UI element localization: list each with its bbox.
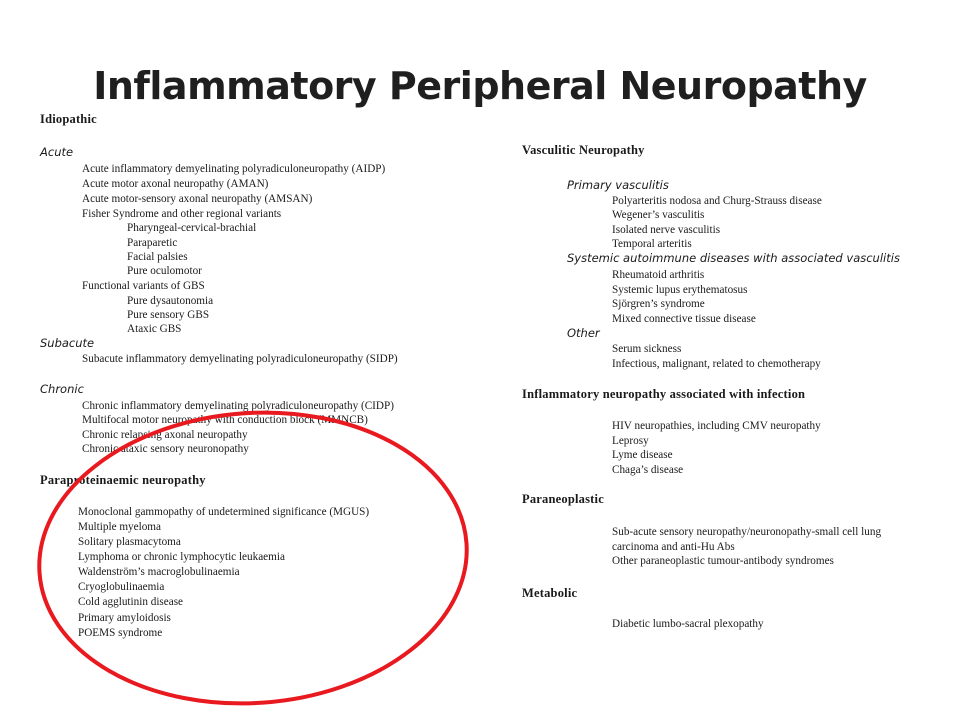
left-column-subhead: Acute (40, 145, 74, 159)
left-column-item: Primary amyloidosis (78, 612, 171, 624)
right-column-subhead: Primary vasculitis (567, 178, 669, 192)
left-column-item: Solitary plasmacytoma (78, 536, 181, 548)
right-column-item: Lyme disease (612, 449, 673, 461)
right-column-item: Systemic lupus erythematosus (612, 284, 748, 296)
left-column-item: Facial palsies (127, 251, 188, 263)
left-column-item: Chronic relapsing axonal neuropathy (82, 429, 248, 441)
right-column-heading: Vasculitic Neuropathy (522, 143, 645, 157)
left-column-item: Pure dysautonomia (127, 295, 214, 307)
right-column-item: Leprosy (612, 435, 649, 447)
right-column-item: carcinoma and anti-Hu Abs (612, 541, 735, 553)
right-column-item: Sub-acute sensory neuropathy/neuronopathy-small cell lung (612, 526, 882, 538)
right-column-item: Infectious, malignant, related to chemotherapy (612, 358, 821, 370)
left-column-item: POEMS syndrome (78, 627, 163, 639)
right-column-heading: Inflammatory neuropathy associated with infection (522, 387, 806, 401)
left-column-item: Pure oculomotor (127, 265, 202, 277)
right-column-item: Temporal arteritis (612, 238, 692, 250)
left-column-item: Acute motor-sensory axonal neuropathy (AMSAN) (82, 193, 313, 205)
left-column-item: Waldenström’s macroglobulinaemia (78, 566, 240, 578)
left-column-item: Ataxic GBS (127, 323, 182, 335)
left-column-item: Pure sensory GBS (127, 309, 210, 321)
right-column-item: Diabetic lumbo-sacral plexopathy (612, 618, 764, 630)
left-column-item: Functional variants of GBS (82, 280, 205, 292)
left-column-item: Cold agglutinin disease (78, 596, 184, 608)
right-column-heading: Metabolic (522, 586, 578, 600)
right-column-item: Mixed connective tissue disease (612, 313, 756, 325)
left-column-item: Acute inflammatory demyelinating polyradiculoneuropathy (AIDP) (82, 163, 386, 175)
left-column-heading: Paraproteinaemic neuropathy (40, 473, 206, 487)
left-column-item: Cryoglobulinaemia (78, 581, 165, 593)
left-column-item: Fisher Syndrome and other regional variants (82, 208, 282, 220)
right-column-subhead: Other (567, 326, 600, 340)
right-column-item: Serum sickness (612, 343, 682, 355)
left-column-item: Pharyngeal-cervical-brachial (127, 222, 257, 234)
right-column-item: Wegener’s vasculitis (612, 209, 705, 221)
left-column-item: Lymphoma or chronic lymphocytic leukaemia (78, 551, 285, 563)
right-column-item: Other paraneoplastic tumour-antibody syndromes (612, 555, 834, 567)
right-column-item: HIV neuropathies, including CMV neuropathy (612, 420, 821, 432)
left-column-subhead: Subacute (40, 336, 95, 350)
slide-title: Inflammatory Peripheral Neuropathy (93, 64, 867, 109)
right-column-item: Isolated nerve vasculitis (612, 224, 721, 236)
right-column-item: Sjörgren’s syndrome (612, 298, 705, 310)
left-column-item: Multiple myeloma (78, 521, 161, 533)
left-column-item: Monoclonal gammopathy of undetermined significance (MGUS) (78, 506, 370, 518)
right-column-subhead: Systemic autoimmune diseases with associated vasculitis (567, 251, 900, 265)
left-column-item: Subacute inflammatory demyelinating polyradiculoneuropathy (SIDP) (82, 353, 398, 365)
left-column-subhead: Chronic (40, 382, 84, 396)
left-column-item: Paraparetic (127, 237, 178, 249)
right-column-item: Rheumatoid arthritis (612, 269, 705, 281)
right-column-heading: Paraneoplastic (522, 492, 604, 506)
right-column-item: Polyarteritis nodosa and Churg-Strauss disease (612, 195, 822, 207)
right-column-item: Chaga’s disease (612, 464, 684, 476)
left-column-item: Chronic inflammatory demyelinating polyradiculoneuropathy (CIDP) (82, 400, 394, 412)
left-column-item: Acute motor axonal neuropathy (AMAN) (82, 178, 269, 190)
left-column-item: Multifocal motor neuropathy with conduction block (MMNCB) (82, 414, 368, 426)
left-column-item: Chronic ataxic sensory neuronopathy (82, 443, 249, 455)
left-column-heading: Idiopathic (40, 112, 97, 126)
